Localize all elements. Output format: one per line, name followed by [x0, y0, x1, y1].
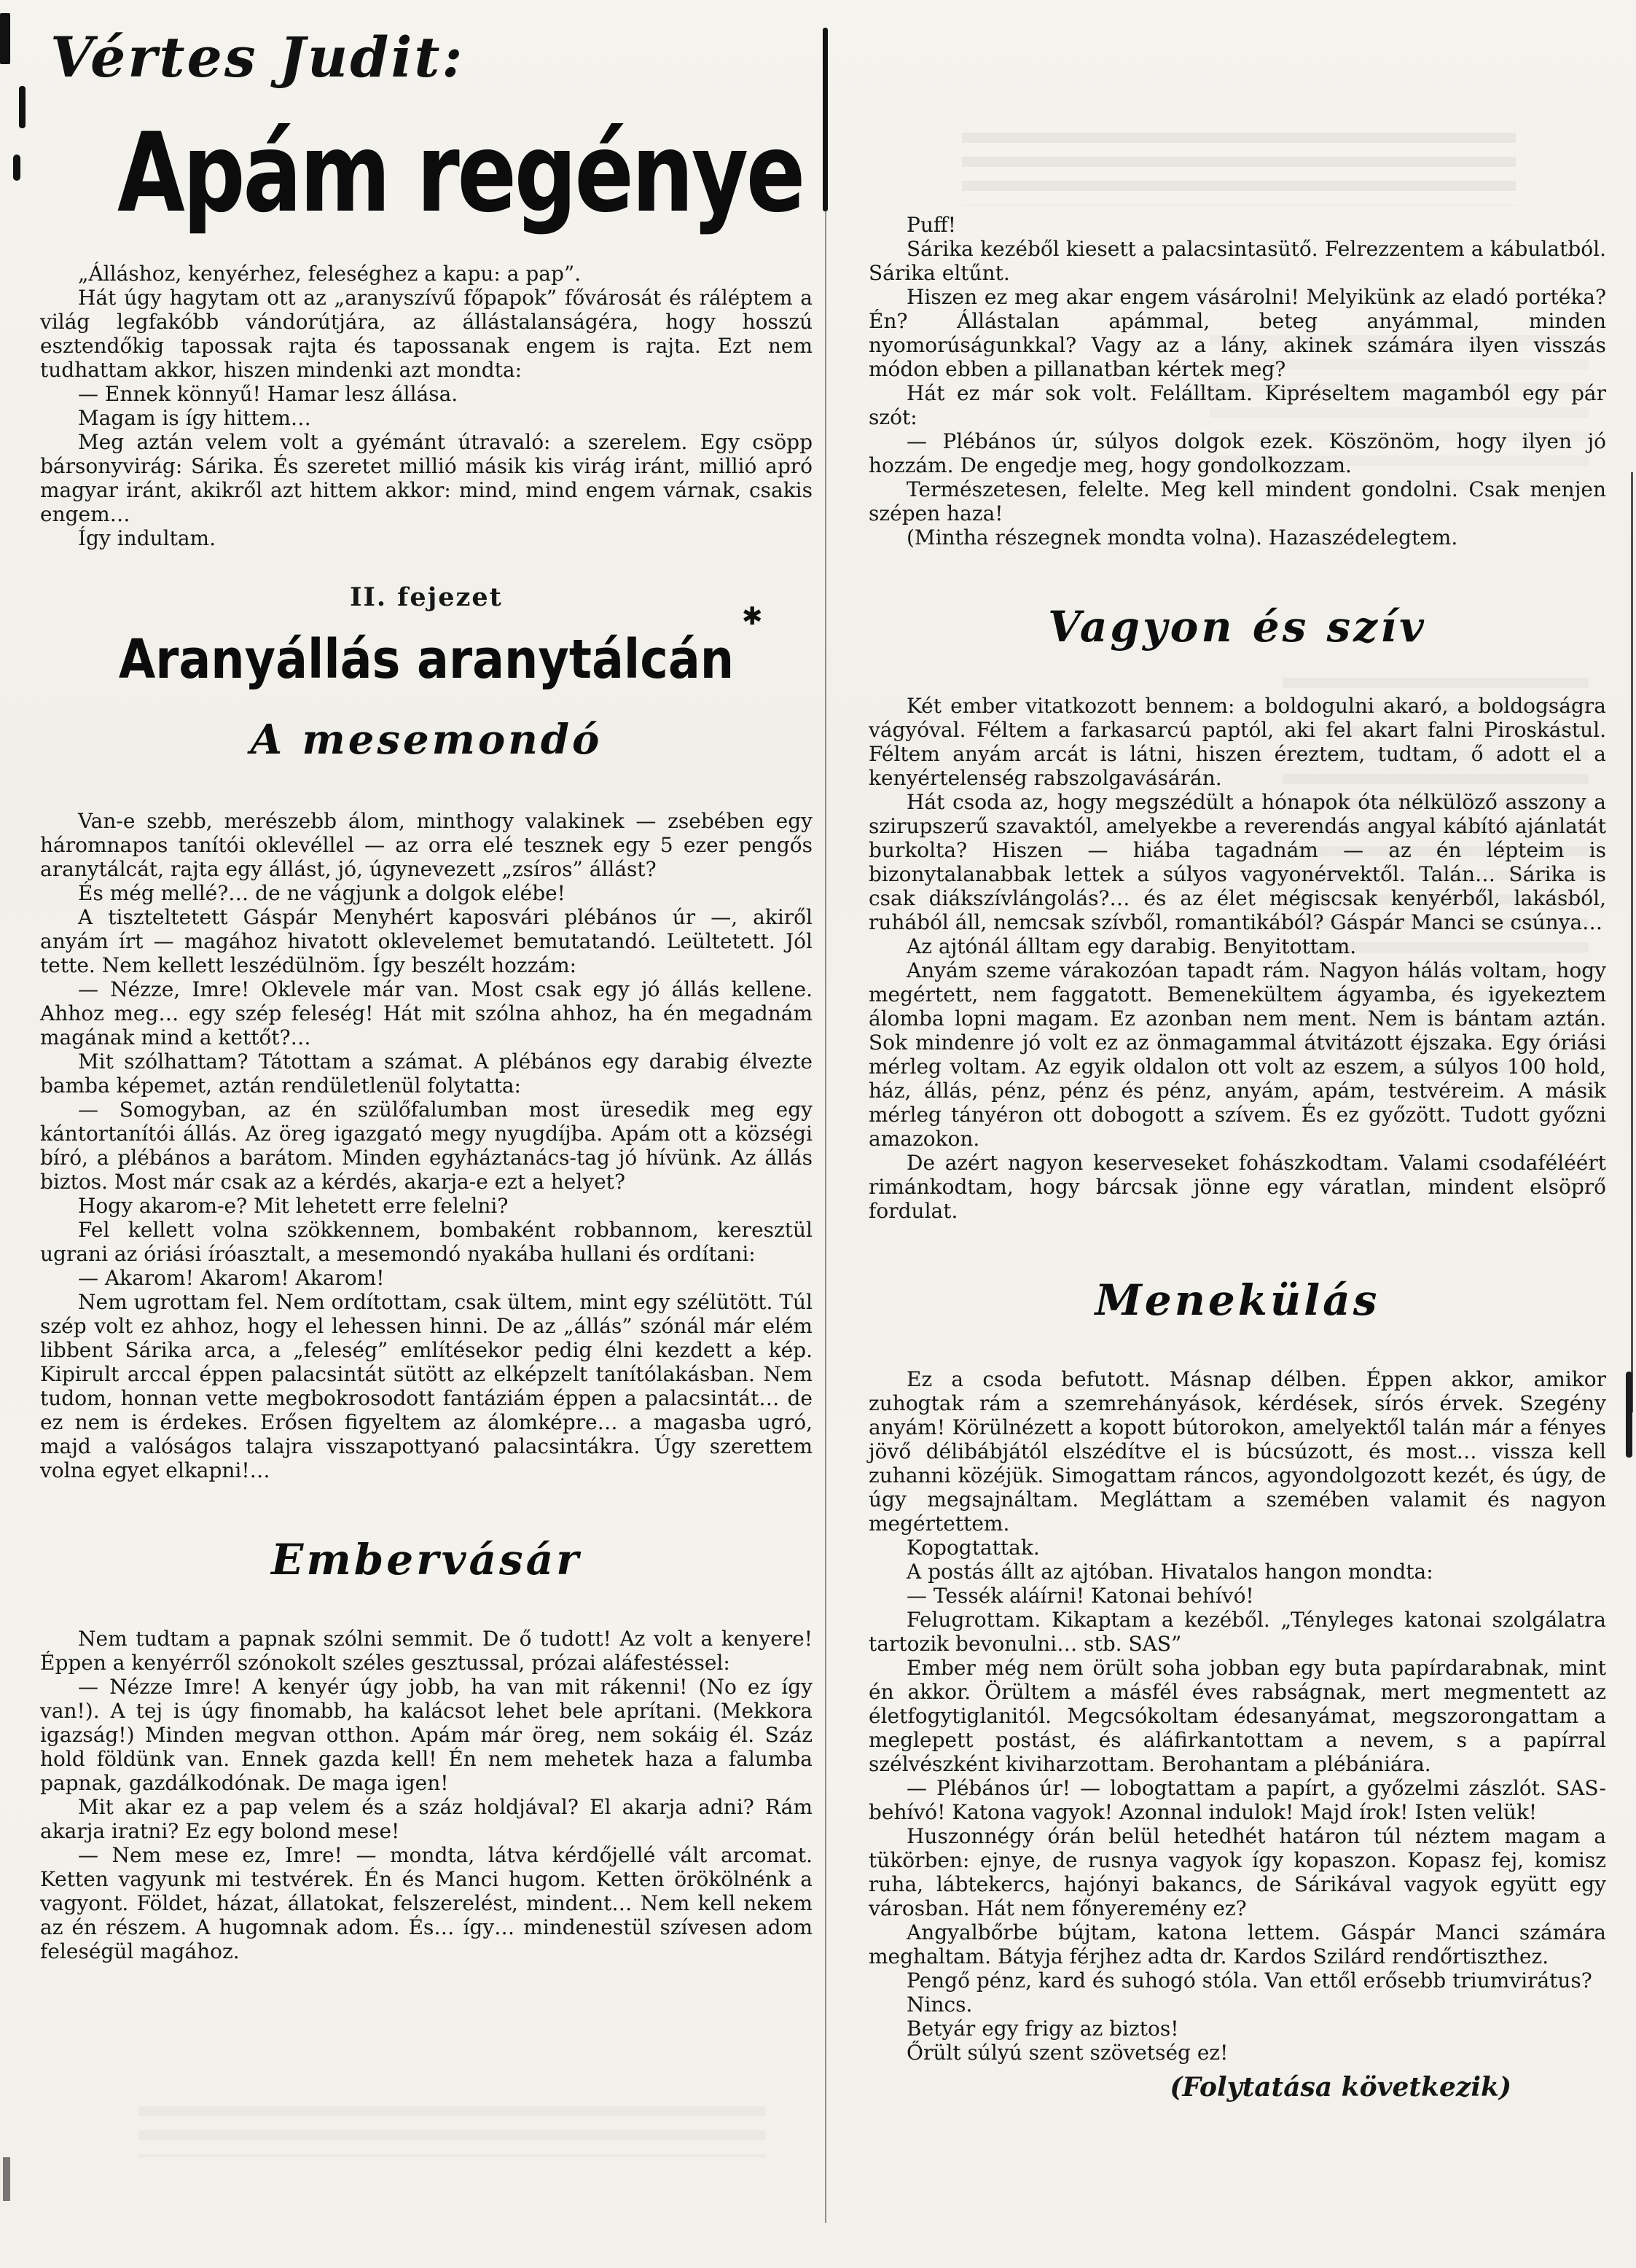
subsection-heading-mesemondo: A mesemondó [250, 716, 603, 764]
left-column-text [40, 262, 813, 1963]
paragraph: Ez a csoda befutott. Másnap délben. Éppen akkor, amikor zuhogtak rám a szemrehányások, kérdések, sírós érvek. Szegény anyám! Körülnézett a kopott bútorokon, amelyektől talán már a fényes jövő délibábjától elszédítve el is búcsúzott, és most… vissza kell zuhanni közéjük. Simogattam ráncos, agyondolgozott kezét, és úgy, de úgy megsajnáltam. Megláttam a szemében valamit és nagyon megértettem. [869, 1367, 1606, 1536]
paragraph: Nem tudtam a papnak szólni semmit. De ő tudott! Az volt a kenyere! Éppen a kenyérről szónokolt széles gesztussal, prózai aláfestéssel: [40, 1627, 813, 1675]
paragraph: Angyalbőrbe bújtam, katona lettem. Gáspár Manci számára meghaltam. Bátyja férjhez adta dr. Kardos Szilárd rendőrtiszthez. [869, 1920, 1606, 1968]
paragraph: — Ennek könnyű! Hamar lesz állása. [78, 382, 458, 406]
paragraph: — Somogyban, az én szülőfalumban most üresedik meg egy kántortanítói állás. Az öreg igazgató megy nyugdíjba. Apám ott a községi bíró, a plébános a barátom. Minden egyháztanács-tag jó hívünk. Az állás biztos. Most már csak az a kérdés, akarja-e ezt a helyet? [40, 1098, 813, 1194]
paragraph: Puff! [907, 213, 957, 237]
paragraph: Hát ez már sok volt. Felálltam. Kipréseltem magamból egy pár szót: [869, 381, 1606, 429]
continuation-note: (Folytatása következik) [1170, 2072, 1511, 2103]
right-column [869, 213, 1606, 2103]
paragraph: De azért nagyon keserveseket fohászkodtam. Valami csodaféléért rimánkodtam, hogy bárcsak jönne egy váratlan, mindent elsöprő fordulat. [869, 1151, 1606, 1223]
paragraph: Meg aztán velem volt a gyémánt útravaló: a szerelem. Egy csöpp bársonyvirág: Sárika. És szeretet millió másik kis virág iránt, millió apró magyar iránt, akikről azt hittem akkor: mind, mind engem várnak, csakis engem… [40, 430, 813, 526]
paragraph: Nincs. [907, 1993, 973, 2017]
paragraph: Ember még nem örült soha jobban egy buta papírdarabnak, mint én akkor. Örültem a másfél éves rabságnak, mert megmentett az életfogytiglanitól. Megcsókoltam édesanyámat, megszorongattam a meglepett postást, és aláfirkantottam a nevem, s a papírral szélvészként kiviharzottam. Berohantam a plébániára. [869, 1656, 1606, 1776]
paragraph: Felugrottam. Kikaptam a kezéből. „Tényleges katonai szolgálatra tartozik bevonulni… stb. SAS” [869, 1608, 1606, 1656]
byline: Vértes Judit: [50, 25, 465, 90]
paragraph: „Álláshoz, kenyérhez, feleséghez a kapu: a pap”. [78, 262, 582, 286]
paragraph: Az ajtónál álltam egy darabig. Benyitottam. [907, 934, 1357, 958]
paragraph: Fel kellett volna szökkennem, bombaként robbannom, keresztül ugrani az óriási íróasztalt, a mesemondó nyakába hullani és ordítani: [40, 1218, 813, 1266]
paragraph: — Nem mese ez, Imre! — mondta, látva kérdőjellé vált arcomat. Ketten vagyunk mi testvérek. Én és Manci hugom. Ketten örökölnénk a vagyont. Földet, házat, állatokat, felszerelést, mindent… Nem kell nekem az én részem. A hugomnak adom. És… így… mindenestül szívesen adom feleségül magához. [40, 1843, 813, 1963]
paragraph: Így indultam. [78, 526, 216, 550]
paragraph: Magam is így hittem… [78, 406, 311, 430]
paragraph: Anyám szeme várakozóan tapadt rám. Nagyon hálás voltam, hogy megértett, nem faggatott. Bemenekültem ágyamba, és igyekeztem álomba lopni magam. Ez azonban nem ment. Nem is bántam aztán. Sok mindenre jó volt ez az önmagammal átvitázott éjszaka. Egy óriási mérleg voltam. Az egyik oldalon ott volt az eszem, a súlyos 100 hold, ház, állás, pénz, pénz és pénz, anyám, apám, testvéreim. A másik mérleg tányéron ott dobogott a szívem. És ez győzött. Tudott győzni amazokon. [869, 958, 1606, 1151]
paragraph: Van-e szebb, merészebb álom, minthogy valakinek — zsebében egy háromnapos tanítói oklevéllel — az orra elé tesznek egy 5 ezer pengős aranytálcát, rajta egy állást, jó, úgynevezett „zsíros” állást? [40, 809, 813, 881]
scan-edge-mark [3, 2157, 10, 2201]
bleed-through-smudge [962, 133, 1516, 206]
paragraph: Természetesen, felelte. Meg kell mindent gondolni. Csak menjen szépen haza! [869, 477, 1606, 525]
left-column [40, 20, 813, 1963]
column-divider-thin-rule [825, 210, 826, 2223]
paragraph: Nem ugrottam fel. Nem ordítottam, csak ültem, mint egy szélütött. Túl szép volt ez ahhoz, hogy el lehessen hinni. De az „állás” szónál már elém libbent Sárika arca, a „feleség” említésekor pedig élni kezdett a kép. Kipirult arccal éppen palacsintát sütött az elképzelt tanítólakásban. Nem tudom, honnan vette megbokrosodott fantáziám éppen a palacsintát… de ez nem is érdekes. Erősen figyeltem az álomképre… a magasba ugró, majd a valóságos talajra visszapottyanó palacsintákra. Úgy szerettem volna egyet elkapni!… [40, 1290, 813, 1482]
scan-edge-mark [0, 13, 10, 64]
paragraph: És még mellé?… de ne vágjunk a dolgok elébe! [78, 881, 565, 905]
paragraph: Hogy akarom-e? Mit lehetett erre felelni? [78, 1194, 509, 1218]
paragraph: Hát úgy hagytam ott az „aranyszívű főpapok” fővárosát és ráléptem a világ legfakóbb vándorútjára, az állástalanságéra, hogy hosszú esztendőkig tapossak rajta és tapossanak engem is rajta. Ezt nem tudhattam akkor, hiszen mindenki azt mondta: [40, 286, 813, 382]
right-edge-ink-blob [1626, 1372, 1632, 1458]
chapter-heading: II. fejezet [350, 582, 503, 612]
paragraph: Pengő pénz, kard és suhogó stóla. Van ettől erősebb triumvirátus? [907, 1968, 1592, 1993]
paragraph: — Nézze, Imre! Oklevele már van. Most csak egy jó állás kellene. Ahhoz meg… egy szép feleség! Hát mit szólna ahhoz, ha én megadnám magának mind a kettőt?… [40, 977, 813, 1049]
paragraph: Kopogtattak. [907, 1536, 1040, 1560]
paragraph: Két ember vitatkozott bennem: a boldogulni akaró, a boldogságra vágyóval. Féltem a farkasarcú paptól, aki fel akart falni Piroskástul. Féltem anyám arcát is látni, hiszen éreztem, tudtam, ő adott el a kenyértelenség rabszolgavásárán. [869, 694, 1606, 790]
paragraph: Mit szólhattam? Tátottam a számat. A plébános egy darabig élvezte bamba képemet, aztán rendületlenül folytatta: [40, 1049, 813, 1098]
section-heading-vagyon-es-sziv: Vagyon és szív [1048, 602, 1427, 652]
paragraph: Huszonnégy órán belül hetedhét határon túl néztem magam a tükörben: ejnye, de rusnya vagyok így kopaszon. Kopasz fej, komisz ruha, lábtekercs, hajónyi bakancs, de Sárikával vagyok együtt egy városban. Hát nem főnyeremény ez? [869, 1824, 1606, 1920]
paragraph: Hiszen ez meg akar engem vásárolni! Melyikünk az eladó portéka? Én? Állástalan apámmal, beteg anyámmal, minden nyomorúságunkkal? Vagy az a lány, akinek számára ilyen visszás módon ebben a pillanatban kértek meg? [869, 285, 1606, 381]
paragraph: A tiszteltetett Gáspár Menyhért kaposvári plébános úr —, akiről anyám írt — magához hivatott oklevelemet bemutatandó. Leültetett. Jól tette. Nem kellett leszédülnöm. Így beszélt hozzám: [40, 905, 813, 977]
paragraph: — Tessék aláírni! Katonai behívó! [907, 1584, 1254, 1608]
paragraph: — Plébános úr! — lobogtattam a papírt, a győzelmi zászlót. SAS-behívó! Katona vagyok! Azonnal indulok! Majd írok! Isten velük! [869, 1776, 1606, 1824]
paragraph: Őrült súlyú szent szövetség ez! [907, 2041, 1229, 2065]
article-title: Apám regénye [117, 110, 804, 237]
section-heading-embervasar: Embervásár [271, 1535, 582, 1584]
paragraph: Mit akar ez a pap velem és a száz holdjával? El akarja adni? Rám akarja iratni? Ez egy bolond mese! [40, 1795, 813, 1843]
paragraph: (Mintha részegnek mondta volna). Hazaszédelegtem. [907, 525, 1458, 550]
scan-edge-mark [13, 155, 20, 181]
ornament-star-icon: ✱ [742, 602, 763, 631]
right-edge-scan-rule [1631, 472, 1633, 1412]
bleed-through-smudge [138, 2106, 765, 2157]
right-column-text [869, 213, 1606, 2103]
paragraph: Betyár egy frigy az biztos! [907, 2017, 1179, 2041]
paragraph: Sárika kezéből kiesett a palacsintasütő. Felrezzentem a kábulatból. Sárika eltűnt. [869, 237, 1606, 285]
paragraph: — Plébános úr, súlyos dolgok ezek. Köszönöm, hogy ilyen jó hozzám. De engedje meg, hogy gondolkozzam. [869, 429, 1606, 477]
paragraph: — Akarom! Akarom! Akarom! [78, 1266, 385, 1290]
section-heading-aranyallas: Aranyállás aranytálcán [118, 628, 735, 691]
column-divider-bold-rule [823, 28, 828, 211]
section-heading-menekulas: Menekülás [1095, 1275, 1380, 1325]
scan-edge-mark [19, 86, 26, 128]
paragraph: A postás állt az ajtóban. Hivatalos hangon mondta: [907, 1560, 1433, 1584]
paragraph: Hát csoda az, hogy megszédült a hónapok óta nélkülöző asszony a szirupszerű szavaktól, amelyekbe a reverendás angyal kábító ajánlatát burkolta? Hiszen — hiába tagadnám — az én lépteim is bizonytalanabbak lettek a súlyos vagyonérvektől. Talán… Sárika is csak diákszívlángolás?… és az élet mégiscsak kenyérből, lakásból, ruhából áll, nemcsak szívből, romantikából? Gáspár Manci se csúnya… [869, 790, 1606, 934]
paragraph: — Nézze Imre! A kenyér úgy jobb, ha van mit rákenni! (No ez így van!). A tej is úgy finomabb, ha kalácsot lehet bele aprítani. (Mekkora igazság!) Minden megvan otthon. Apám már öreg, nem sokáig él. Száz hold földünk van. Ennek gazda kell! Én nem mehetek haza a falumba papnak, gazdálkodónak. De maga igen! [40, 1675, 813, 1795]
